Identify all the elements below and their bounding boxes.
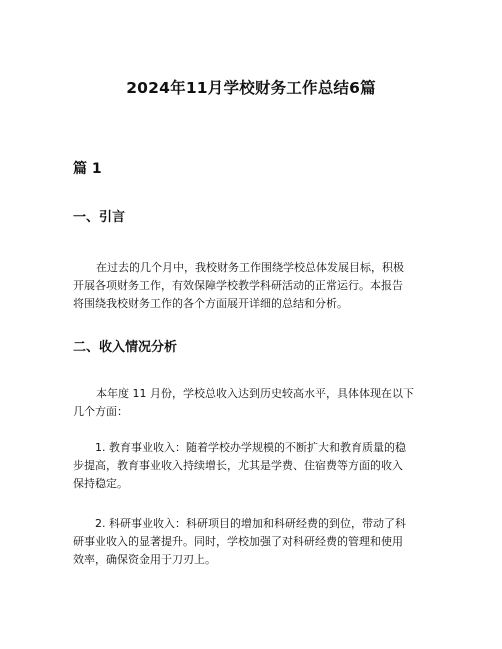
list-item-line: 1. 教育事业收入：随着学校办学规模的不断扩大和教育质量的稳 bbox=[95, 441, 406, 454]
paragraph-line: 本年度 11 月份，学校总收入达到历史较高水平，具体体现在以下 bbox=[96, 387, 414, 400]
paragraph-line: 将围绕我校财务工作的各个方面展开详细的总结和分析。 bbox=[73, 297, 348, 310]
list-item-line: 2. 科研事业收入：科研项目的增加和科研经费的到位，带动了科 bbox=[95, 517, 406, 530]
list-item-line: 效率，确保资金用于刀刃上。 bbox=[73, 553, 216, 566]
section-heading-income-analysis: 二、收入情况分析 bbox=[73, 340, 178, 355]
article-heading: 篇 1 bbox=[73, 161, 102, 177]
paragraph-line: 几个方面： bbox=[73, 405, 128, 418]
list-item-research-income bbox=[73, 515, 445, 569]
paragraph-line: 开展各项财务工作，有效保障学校教学科研活动的正常运行。本报告 bbox=[73, 279, 403, 292]
list-item-education-income bbox=[73, 439, 445, 493]
list-item-line: 步提高，教育事业收入持续增长，尤其是学费、住宿费等方面的收入 bbox=[73, 459, 403, 472]
income-intro-paragraph bbox=[73, 385, 445, 421]
document-title: 2024年11月学校财务工作总结6篇 bbox=[126, 79, 376, 97]
paragraph-line: 在过去的几个月中，我校财务工作围绕学校总体发展目标，积极 bbox=[96, 261, 404, 274]
list-item-line: 研事业收入的显著提升。同时，学校加强了对科研经费的管理和使用 bbox=[73, 535, 403, 548]
introduction-paragraph bbox=[73, 259, 445, 313]
section-heading-introduction: 一、引言 bbox=[73, 210, 126, 225]
list-item-line: 保持稳定。 bbox=[73, 477, 128, 490]
